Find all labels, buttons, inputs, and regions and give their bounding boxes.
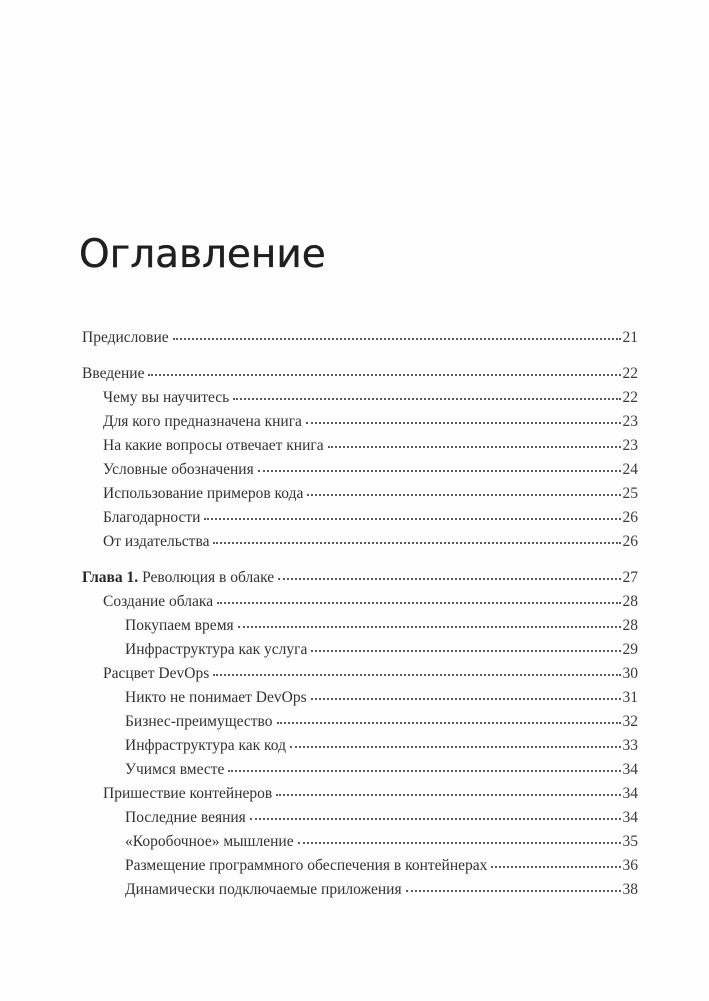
toc-entry-label: «Коробочное» мышление [125,833,294,850]
toc-entry [82,386,638,410]
toc-entry [82,710,638,734]
toc-entry-page: 22 [622,365,638,382]
dot-leader [233,398,620,400]
dot-leader [406,890,621,892]
toc-entry [82,506,638,530]
toc-entry-label: Введение [82,365,145,382]
toc-entry-label: Глава 1. Революция в облаке [82,569,275,586]
dot-leader [311,650,620,652]
toc-entry-page: 28 [622,617,638,634]
toc-entry [82,878,638,902]
toc-entry [82,782,638,806]
toc-entry [82,362,638,386]
toc-entry [82,830,638,854]
toc-entry-label: Благодарности [103,509,201,526]
toc-entry-page: 34 [622,785,638,802]
toc-entry-page: 23 [622,437,638,454]
dot-leader [228,770,620,772]
toc-entry-page: 24 [622,461,638,478]
toc-list [82,326,638,902]
toc-entry-label: Создание облака [103,593,214,610]
dot-leader [491,866,620,868]
toc-entry [82,686,638,710]
toc-entry [82,326,638,350]
toc-entry-page: 34 [622,761,638,778]
toc-entry-label: Расцвет DevOps [103,665,210,682]
dot-leader [277,722,621,724]
toc-entry [82,590,638,614]
dot-leader [328,446,621,448]
toc-entry-label: Инфраструктура как услуга [125,641,308,658]
toc-entry-page: 36 [622,857,638,874]
toc-entry-page: 27 [622,569,638,586]
toc-entry-label: Инфраструктура как код [125,737,286,754]
toc-entry-page: 31 [622,689,638,706]
toc-entry-label: Для кого предназначена книга [103,413,302,430]
toc-entry-label: Условные обозначения [103,461,254,478]
toc-entry [82,434,638,458]
toc-entry [82,638,638,662]
toc-entry-label: Учимся вместе [125,761,225,778]
toc-entry [82,530,638,554]
chapter-number: Глава 1. [82,569,139,586]
toc-entry [82,482,638,506]
page-title: Оглавление [79,232,326,278]
dot-leader [290,746,621,748]
toc-entry-page: 33 [622,737,638,754]
dot-leader [217,602,620,604]
dot-leader [204,518,620,520]
toc-entry-page: 34 [622,809,638,826]
toc-entry [82,854,638,878]
toc-entry-label: От издательства [103,533,210,550]
toc-entry-label: Использование примеров кода [103,485,304,502]
toc-entry-label: Пришествие контейнеров [103,785,273,802]
toc-entry-label: На какие вопросы отвечает книга [103,437,324,454]
toc-entry-page: 30 [622,665,638,682]
dot-leader [278,578,620,580]
toc-entry-page: 25 [622,485,638,502]
toc-entry [82,566,638,590]
dot-leader [148,374,620,376]
toc-entry-label: Бизнес-преимущество [125,713,273,730]
toc-entry-page: 26 [622,533,638,550]
toc-entry-page: 26 [622,509,638,526]
toc-entry [82,410,638,434]
dot-leader [276,794,620,796]
toc-entry-label: Динамически подключаемые приложения [125,881,402,898]
toc-entry-label: Покупаем время [125,617,234,634]
toc-entry-page: 22 [622,389,638,406]
dot-leader [306,422,621,424]
toc-entry-label: Чему вы научитесь [103,389,230,406]
dot-leader [298,842,621,844]
toc-entry [82,734,638,758]
dot-leader [250,818,621,820]
toc-entry [82,458,638,482]
toc-entry-page: 21 [622,329,638,346]
dot-leader [307,494,620,496]
dot-leader [311,698,621,700]
toc-entry [82,758,638,782]
toc-entry-page: 32 [622,713,638,730]
toc-entry-label: Размещение программного обеспечения в контейнерах [125,857,488,874]
toc-entry [82,614,638,638]
toc-entry-page: 23 [622,413,638,430]
toc-entry-page: 35 [622,833,638,850]
dot-leader [258,470,621,472]
toc-entry [82,806,638,830]
toc-entry-page: 29 [622,641,638,658]
toc-entry [82,662,638,686]
dot-leader [173,338,621,340]
toc-entry-page: 28 [622,593,638,610]
toc-entry-page: 38 [622,881,638,898]
toc-entry-label: Последние веяния [125,809,246,826]
toc-entry-label: Никто не понимает DevOps [125,689,307,706]
dot-leader [238,626,621,628]
toc-entry-label: Предисловие [82,329,169,346]
dot-leader [213,542,620,544]
dot-leader [213,674,620,676]
